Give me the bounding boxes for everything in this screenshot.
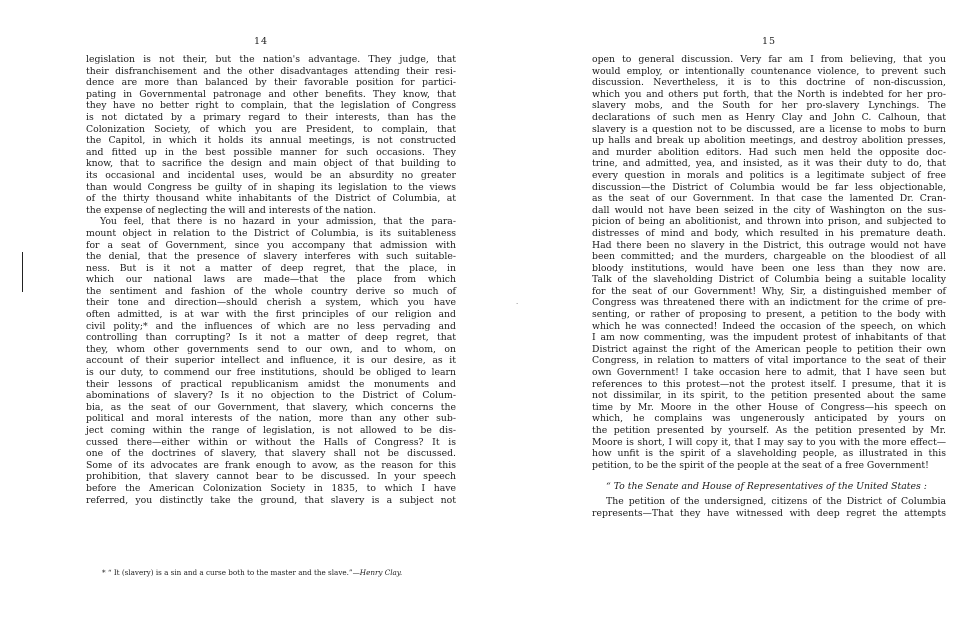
text-line: discussion—the District of Columbia would be far less objectionable, bbox=[592, 181, 946, 193]
text-line: up halls and break up abolition meetings, and destroy abolition presses, bbox=[592, 135, 946, 147]
text-line: the sentiment and fashion of the whole country derive so much of bbox=[86, 285, 456, 297]
text-line: Talk of the slaveholding District of Columbia being a suitable locality bbox=[592, 274, 946, 286]
text-line: bia, as the seat of our Government, that slavery, which concerns the bbox=[86, 401, 456, 413]
text-line: which you and others put forth, that the North is indebted for her pro- bbox=[592, 88, 946, 100]
text-line: for the seat of our Government! Why, Sir, a distinguished member of bbox=[592, 285, 946, 297]
text-line: bloody institutions, would have been one less than they now are. bbox=[592, 262, 946, 274]
text-line: slavery is a question not to be discussed, are a license to mobs to burn bbox=[592, 123, 946, 135]
text-line: picion of being an abolitionist, and thrown into prison, and subjected to bbox=[592, 216, 946, 228]
text-line: references to this protest—not the protest itself. I presume, that it is bbox=[592, 378, 946, 390]
text-line: ject coming within the range of legislation, is not allowed to be dis- bbox=[86, 425, 456, 436]
petition-heading: “ To the Senate and House of Representatives of the United States : bbox=[606, 481, 927, 493]
text-line: the Capitol, in which it holds its annual meetings, is not constructed bbox=[86, 135, 456, 147]
text-line: referred, you distinctly take the ground, that slavery is a subject not bbox=[86, 494, 456, 506]
text-line: one of the doctrines of slavery, that slavery shall not be discussed. bbox=[86, 448, 456, 460]
text-line: their tone and direction—should cherish a system, which you have bbox=[86, 297, 456, 309]
text-line: not dissimilar, in its spirit, to the petition presented about the same bbox=[592, 390, 946, 402]
text-line: distresses of mind and body, which resulted in his premature death. bbox=[592, 227, 946, 239]
text-line: as the seat of our Government. In that case the lamented Dr. Cran- bbox=[592, 193, 946, 205]
text-line: District against the right of the American people to petition their own bbox=[592, 343, 946, 355]
text-line: Moore is short, I will copy it, that I may say to you with the more effect— bbox=[592, 436, 946, 448]
text-line: Colonization Society, of which you are President, to complain, that bbox=[86, 123, 456, 135]
text-line: pating in Governmental patronage and other benefits. They know, that bbox=[86, 88, 456, 100]
text-line: Some of its advocates are frank enough to avow, as the reason for this bbox=[86, 459, 456, 471]
text-line: You feel, that there is no hazard in your admission, that the para- bbox=[100, 216, 456, 228]
right-page-number: 15 bbox=[762, 36, 777, 47]
text-line: than would Congress be guilty of in shaping its legislation to the views bbox=[86, 181, 456, 193]
text-line: for a seat of Government, since you accompany that admission with bbox=[86, 239, 456, 251]
text-line: their disfranchisement and the other disadvantages attending their resi- bbox=[86, 65, 456, 77]
text-line: represents—That they have witnessed with deep regret the attempts bbox=[592, 507, 946, 519]
text-line: and murder abolition editors. Had such men held the opposite doc- bbox=[592, 146, 946, 158]
text-line: civil polity;* and the influences of which are no less pervading and bbox=[86, 320, 456, 332]
text-line: open to general discussion. Very far am I from believing, that you bbox=[592, 54, 946, 65]
text-line: abominations of slavery? Is it no objection to the District of Colum- bbox=[86, 390, 456, 402]
text-line: account of their superior intellect and influence, it is our desire, as it bbox=[86, 355, 456, 367]
text-line: the petition presented by yourself. As the petition presented by Mr. bbox=[592, 425, 946, 436]
text-line: own Government! I take occasion here to admit, that I have seen but bbox=[592, 367, 946, 379]
footnote-text: * “ It (slavery) is a sin and a curse both to the master and the slave.”— bbox=[102, 568, 360, 577]
text-line: they, whom other governments send to our own, and to whom, on bbox=[86, 343, 456, 355]
left-page-text bbox=[86, 54, 456, 506]
text-line: how unfit is the spirit of a slaveholding people, as illustrated in this bbox=[592, 448, 946, 460]
text-line: would employ, or intentionally countenance violence, to prevent such bbox=[592, 65, 946, 77]
text-line: cussed there—either within or without the Halls of Congress? It is bbox=[86, 436, 456, 448]
text-line: their lessons of practical republicanism amidst the monuments and bbox=[86, 378, 456, 390]
text-line: the denial, that the presence of slavery interferes with such suitable- bbox=[86, 251, 456, 263]
text-line: which our national laws are made—that the place from which bbox=[86, 274, 456, 286]
text-line: mount object in relation to the District of Columbia, is its suitableness bbox=[86, 227, 456, 239]
text-line: senting, or rather of proposing to present, a petition to the body with bbox=[592, 309, 946, 321]
text-line: Congress, in relation to matters of vital importance to the seat of their bbox=[592, 355, 946, 367]
text-line: trine, and admitted, yea, and insisted, as it was their duty to do, that bbox=[592, 158, 946, 170]
text-line: controlling than corrupting? Is it not a matter of deep regret, that bbox=[86, 332, 456, 344]
text-line: which, he complains was ungenerously anticipated by yours on bbox=[592, 413, 946, 425]
text-line: declarations of such men as Henry Clay and John C. Calhoun, that bbox=[592, 111, 946, 123]
text-line: discussion. Nevertheless, it is to this doctrine of non-discussion, bbox=[592, 77, 946, 89]
text-line: time by Mr. Moore in the other House of Congress—his speech on bbox=[592, 401, 946, 413]
text-line: dence are more than balanced by their favorable position for partici- bbox=[86, 77, 456, 89]
text-line: slavery mobs, and the South for her pro-slavery Lynchings. The bbox=[592, 100, 946, 112]
footnote bbox=[102, 568, 454, 578]
text-line: the expense of neglecting the will and interests of the nation. bbox=[86, 204, 377, 216]
text-line: petition, to be the spirit of the people at the seat of a free Government! bbox=[592, 459, 929, 471]
text-line: Had there been no slavery in the District, this outrage would not have bbox=[592, 239, 946, 251]
text-line: Congress was threatened there with an indictment for the crime of pre- bbox=[592, 297, 946, 309]
margin-mark bbox=[22, 252, 23, 292]
text-line: which he was connected! Indeed the occasion of the speech, on which bbox=[592, 320, 946, 332]
text-line: political and moral interests of the nation, more than any other sub- bbox=[86, 413, 456, 425]
left-page-number: 14 bbox=[254, 36, 269, 47]
text-line: is our duty, to commend our free institutions, should be obliged to learn bbox=[86, 367, 456, 379]
text-line: ness. But is it not a matter of deep regret, that the place, in bbox=[86, 262, 456, 274]
text-line: The petition of the undersigned, citizens of the District of Columbia bbox=[606, 495, 946, 507]
text-line: every question in morals and politics is a legitimate subject of free bbox=[592, 169, 946, 181]
text-line: before the American Colonization Society in 1835, to which I have bbox=[86, 482, 456, 494]
text-line: its occasional and incidental uses, would be an absurdity no greater bbox=[86, 169, 456, 181]
text-line: they have no better right to complain, that the legislation of Congress bbox=[86, 100, 456, 112]
text-line: and fitted up in the best possible manner for such occasions. They bbox=[86, 146, 456, 158]
text-line: prohibition, that slavery cannot bear to be discussed. In your speech bbox=[86, 471, 456, 483]
text-line: been committed; and the murders, chargeable on the bloodiest of all bbox=[592, 251, 946, 263]
text-line: dall would not have been seized in the city of Washington on the sus- bbox=[592, 204, 946, 216]
gutter-speck: · bbox=[516, 300, 519, 308]
text-line: legislation is not their, but the nation's advantage. They judge, that bbox=[86, 54, 456, 65]
text-line: know, that to sacrifice the design and main object of that building to bbox=[86, 158, 456, 170]
right-page-text bbox=[592, 54, 946, 519]
text-line: is not dictated by a primary regard to their interests, than has the bbox=[86, 111, 456, 123]
text-line: often admitted, is at war with the first principles of our religion and bbox=[86, 309, 456, 321]
footnote-attribution: Henry Clay. bbox=[359, 568, 403, 577]
text-line: of the thirty thousand white inhabitants of the District of Columbia, at bbox=[86, 193, 456, 205]
text-line: I am now commenting, was the impudent protest of inhabitants of that bbox=[592, 332, 946, 344]
